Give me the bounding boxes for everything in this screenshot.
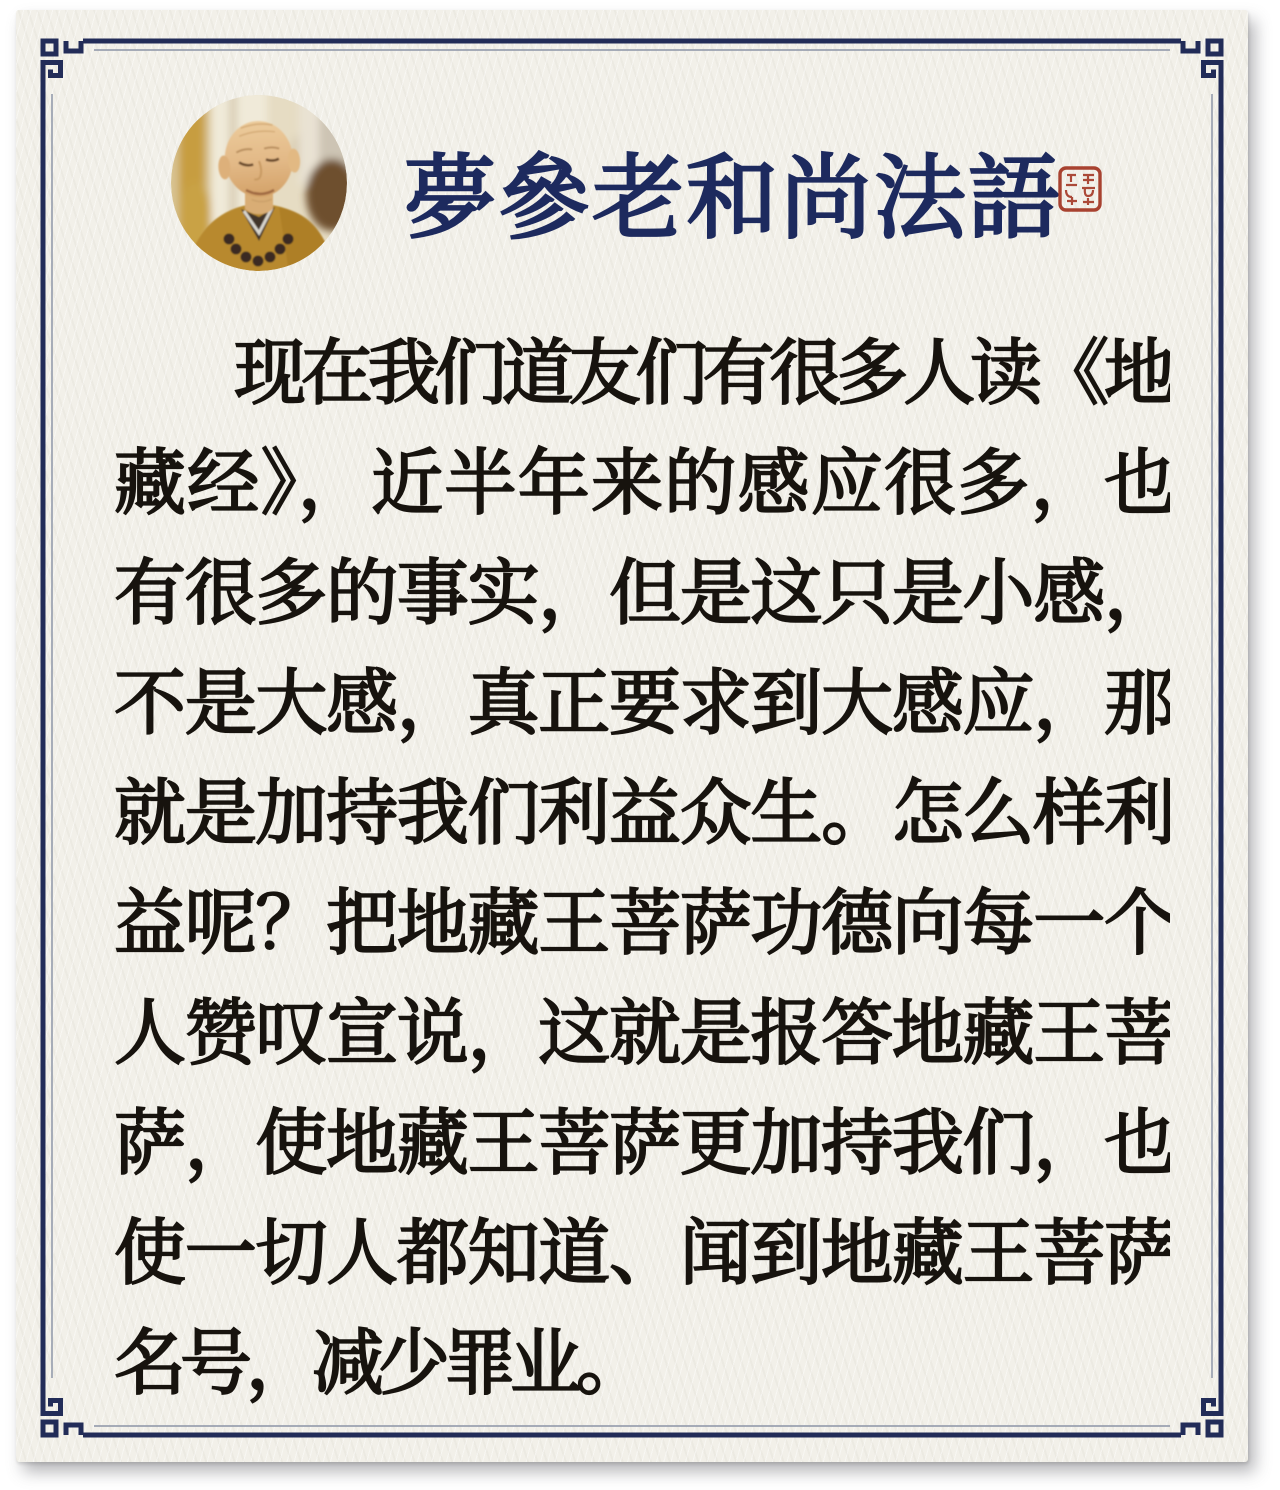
text-line: 萨，使地藏王菩萨更加持我们，也: [114, 1100, 1170, 1185]
text-line: 有很多的事实，但是这只是小感，: [114, 550, 1170, 635]
quote-card: [16, 10, 1248, 1462]
frame-corner-bottom-left-icon: [43, 1401, 81, 1436]
text-line: 藏经》，近半年来的感应很多，也: [114, 440, 1170, 525]
text-line: 现在我们道友们有很多人读《地: [234, 330, 1170, 415]
text-line: 不是大感，真正要求到大感应，那: [114, 660, 1170, 745]
text-line: 益呢？把地藏王菩萨功德向每一个: [114, 880, 1170, 965]
monk-photo-illustration: [171, 95, 347, 271]
frame-corner-top-left-icon: [43, 41, 81, 76]
text-line: 人赞叹宣说，这就是报答地藏王菩: [114, 990, 1170, 1075]
text-line: 就是加持我们利益众生。怎么样利: [114, 770, 1170, 855]
frame-corner-top-right-icon: [1183, 41, 1221, 76]
monk-portrait-avatar: [171, 95, 347, 271]
quote-text-block: [114, 318, 1170, 1418]
text-line: 使一切人都知道、闻到地藏王菩萨: [114, 1210, 1170, 1295]
page-title: 夢參老和尚法語: [404, 144, 1063, 252]
red-seal-icon: [1058, 166, 1102, 212]
frame-corner-bottom-right-icon: [1183, 1401, 1221, 1436]
text-line: 名号，减少罪业。: [114, 1320, 643, 1405]
